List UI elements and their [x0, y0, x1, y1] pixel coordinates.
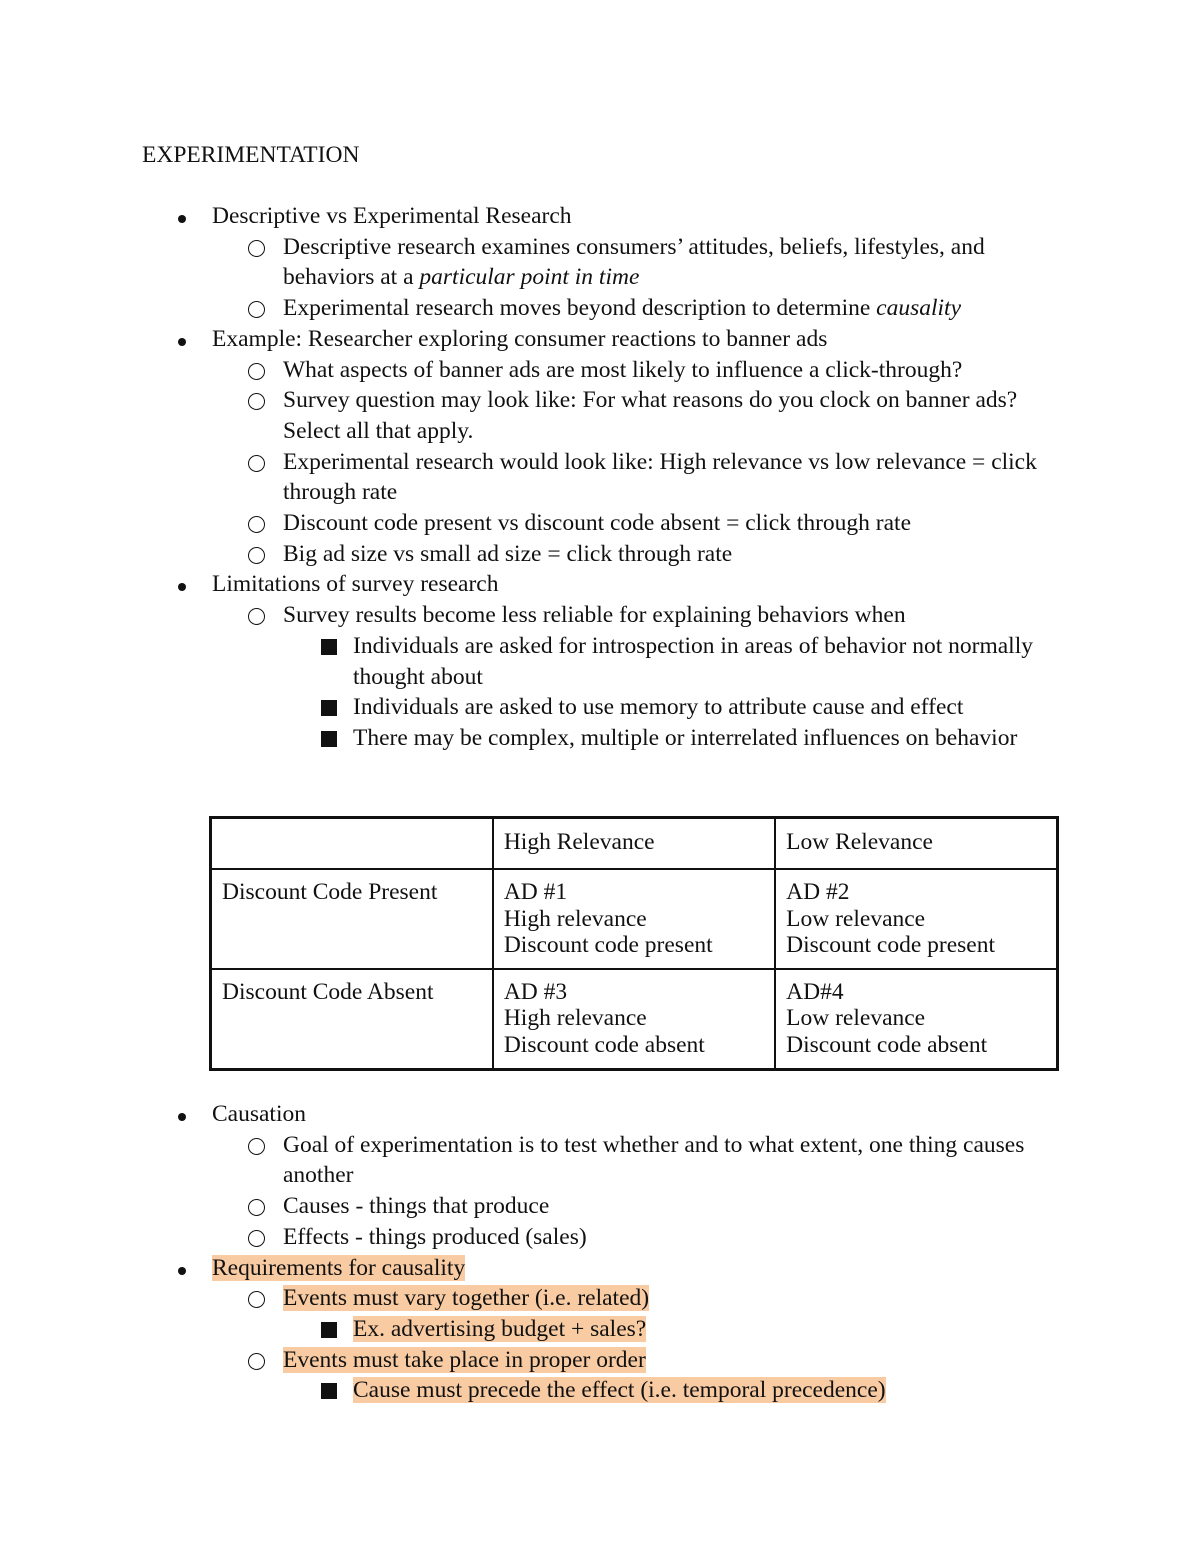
circle-bullet-icon: [248, 508, 265, 542]
list-item: [0, 1345, 1063, 1406]
list-item: Survey results become less reliable for explaining behaviors when Individuals are asked for introspection in areas of behavior not normally thought about Individuals are asked to use memory to attribute cause and effect There may be complex, multiple or interrelated influences on behavior: [0, 600, 1063, 754]
disc-bullet-icon: [170, 1253, 194, 1284]
table-row: [211, 969, 1058, 1070]
list-item: There may be complex, multiple or interrelated influences on behavior: [0, 723, 1053, 754]
highlighted-text: Events must take place in proper order: [283, 1346, 646, 1373]
list-item: Effects - things produced (sales): [0, 1222, 1063, 1253]
list-item: [0, 1283, 1063, 1344]
list-item: Experimental research would look like: High relevance vs low relevance = click through rate: [0, 447, 1063, 508]
bullet-banner-ads-example: Example: Researcher exploring consumer reactions to banner ads What aspects of banner ads are most likely to influence a click-through? Survey question may look like: For what reasons do you clock on banner ads? Select all that apply. Experimental research would look like: High relevance vs low relevance = click through rate Discount code present vs discount code absent = click through rate Big ad size vs small ad size = click through rate: [0, 324, 1052, 570]
circle-bullet-icon: [248, 600, 265, 634]
circle-bullet-icon: [248, 447, 265, 481]
circle-bullet-icon: [248, 539, 265, 573]
circle-bullet-icon: [248, 355, 265, 389]
list-item: Individuals are asked to use memory to attribute cause and effect: [0, 692, 1053, 723]
list-item: [0, 1375, 1053, 1406]
square-bullet-icon: [321, 723, 337, 756]
circle-bullet-icon: [248, 1222, 265, 1256]
circle-bullet-icon: [248, 1191, 265, 1225]
notes-top: [0, 201, 1200, 754]
square-bullet-icon: [321, 1314, 337, 1347]
list-item: [0, 1314, 1053, 1345]
table-cell: AD #2 Low relevance Discount code present: [775, 869, 1057, 969]
disc-bullet-icon: [170, 201, 194, 232]
circle-bullet-icon: [248, 293, 265, 327]
circle-bullet-icon: [248, 232, 265, 266]
highlighted-text: Cause must precede the effect (i.e. temporal precedence): [353, 1377, 886, 1404]
bullet-requirements-causality: [0, 1253, 1052, 1407]
table-row-label: Discount Code Present: [211, 869, 493, 969]
table-row-label: Discount Code Absent: [211, 969, 493, 1070]
list-item: Individuals are asked for introspection in areas of behavior not normally thought about: [0, 631, 1053, 692]
table-header-cell: High Relevance: [493, 818, 775, 870]
square-bullet-icon: [321, 631, 337, 664]
list-item: Big ad size vs small ad size = click through rate: [0, 539, 1063, 570]
highlighted-text: Ex. advertising budget + sales?: [353, 1315, 647, 1342]
bullet-causation: Causation Goal of experimentation is to test whether and to what extent, one thing causes another Causes - things that produce Effects - things produced (sales): [0, 1099, 1052, 1253]
highlighted-text: Requirements for causality: [212, 1254, 466, 1281]
table-cell: AD #1 High relevance Discount code present: [493, 869, 775, 969]
notes-bottom: [0, 1099, 1200, 1406]
list-item: Causes - things that produce: [0, 1191, 1063, 1222]
bullet-descriptive-vs-experimental: Descriptive vs Experimental Research Descriptive research examines consumers’ attitudes, beliefs, lifestyles, and behaviors at a particular point in time Experimental research moves beyond description to determine causality: [0, 201, 1052, 324]
list-item: What aspects of banner ads are most likely to influence a click-through?: [0, 355, 1063, 386]
list-item: Descriptive research examines consumers’ attitudes, beliefs, lifestyles, and behaviors at a particular point in time: [0, 232, 1063, 293]
highlighted-text: Events must vary together (i.e. related): [283, 1285, 650, 1312]
list-item: Discount code present vs discount code absent = click through rate: [0, 508, 1063, 539]
table-row: [211, 869, 1058, 969]
table-header-cell: Low Relevance: [775, 818, 1057, 870]
table-cell: AD #3 High relevance Discount code absent: [493, 969, 775, 1070]
circle-bullet-icon: [248, 1345, 265, 1379]
list-item: Survey question may look like: For what reasons do you clock on banner ads? Select all that apply.: [0, 385, 1063, 446]
table-header-cell: [211, 818, 493, 870]
table-cell: AD#4 Low relevance Discount code absent: [775, 969, 1057, 1070]
circle-bullet-icon: [248, 1283, 265, 1317]
circle-bullet-icon: [248, 1130, 265, 1164]
square-bullet-icon: [321, 692, 337, 725]
bullet-survey-limitations: Limitations of survey research Survey results become less reliable for explaining behaviors when Individuals are asked for introspection in areas of behavior not normally thought about Individuals are asked to use memory to attribute cause and effect There may be complex, multiple or interrelated influences on behavior: [0, 569, 1052, 753]
list-item: Experimental research moves beyond description to determine causality: [0, 293, 1063, 324]
disc-bullet-icon: [170, 569, 194, 600]
circle-bullet-icon: [248, 385, 265, 419]
experiment-design-table: [209, 816, 1059, 1071]
list-item: Goal of experimentation is to test whether and to what extent, one thing causes another: [0, 1130, 1063, 1191]
disc-bullet-icon: [170, 1099, 194, 1130]
disc-bullet-icon: [170, 324, 194, 355]
table-header-row: [211, 818, 1058, 870]
square-bullet-icon: [321, 1375, 337, 1408]
document-title: EXPERIMENTATION: [142, 142, 360, 168]
